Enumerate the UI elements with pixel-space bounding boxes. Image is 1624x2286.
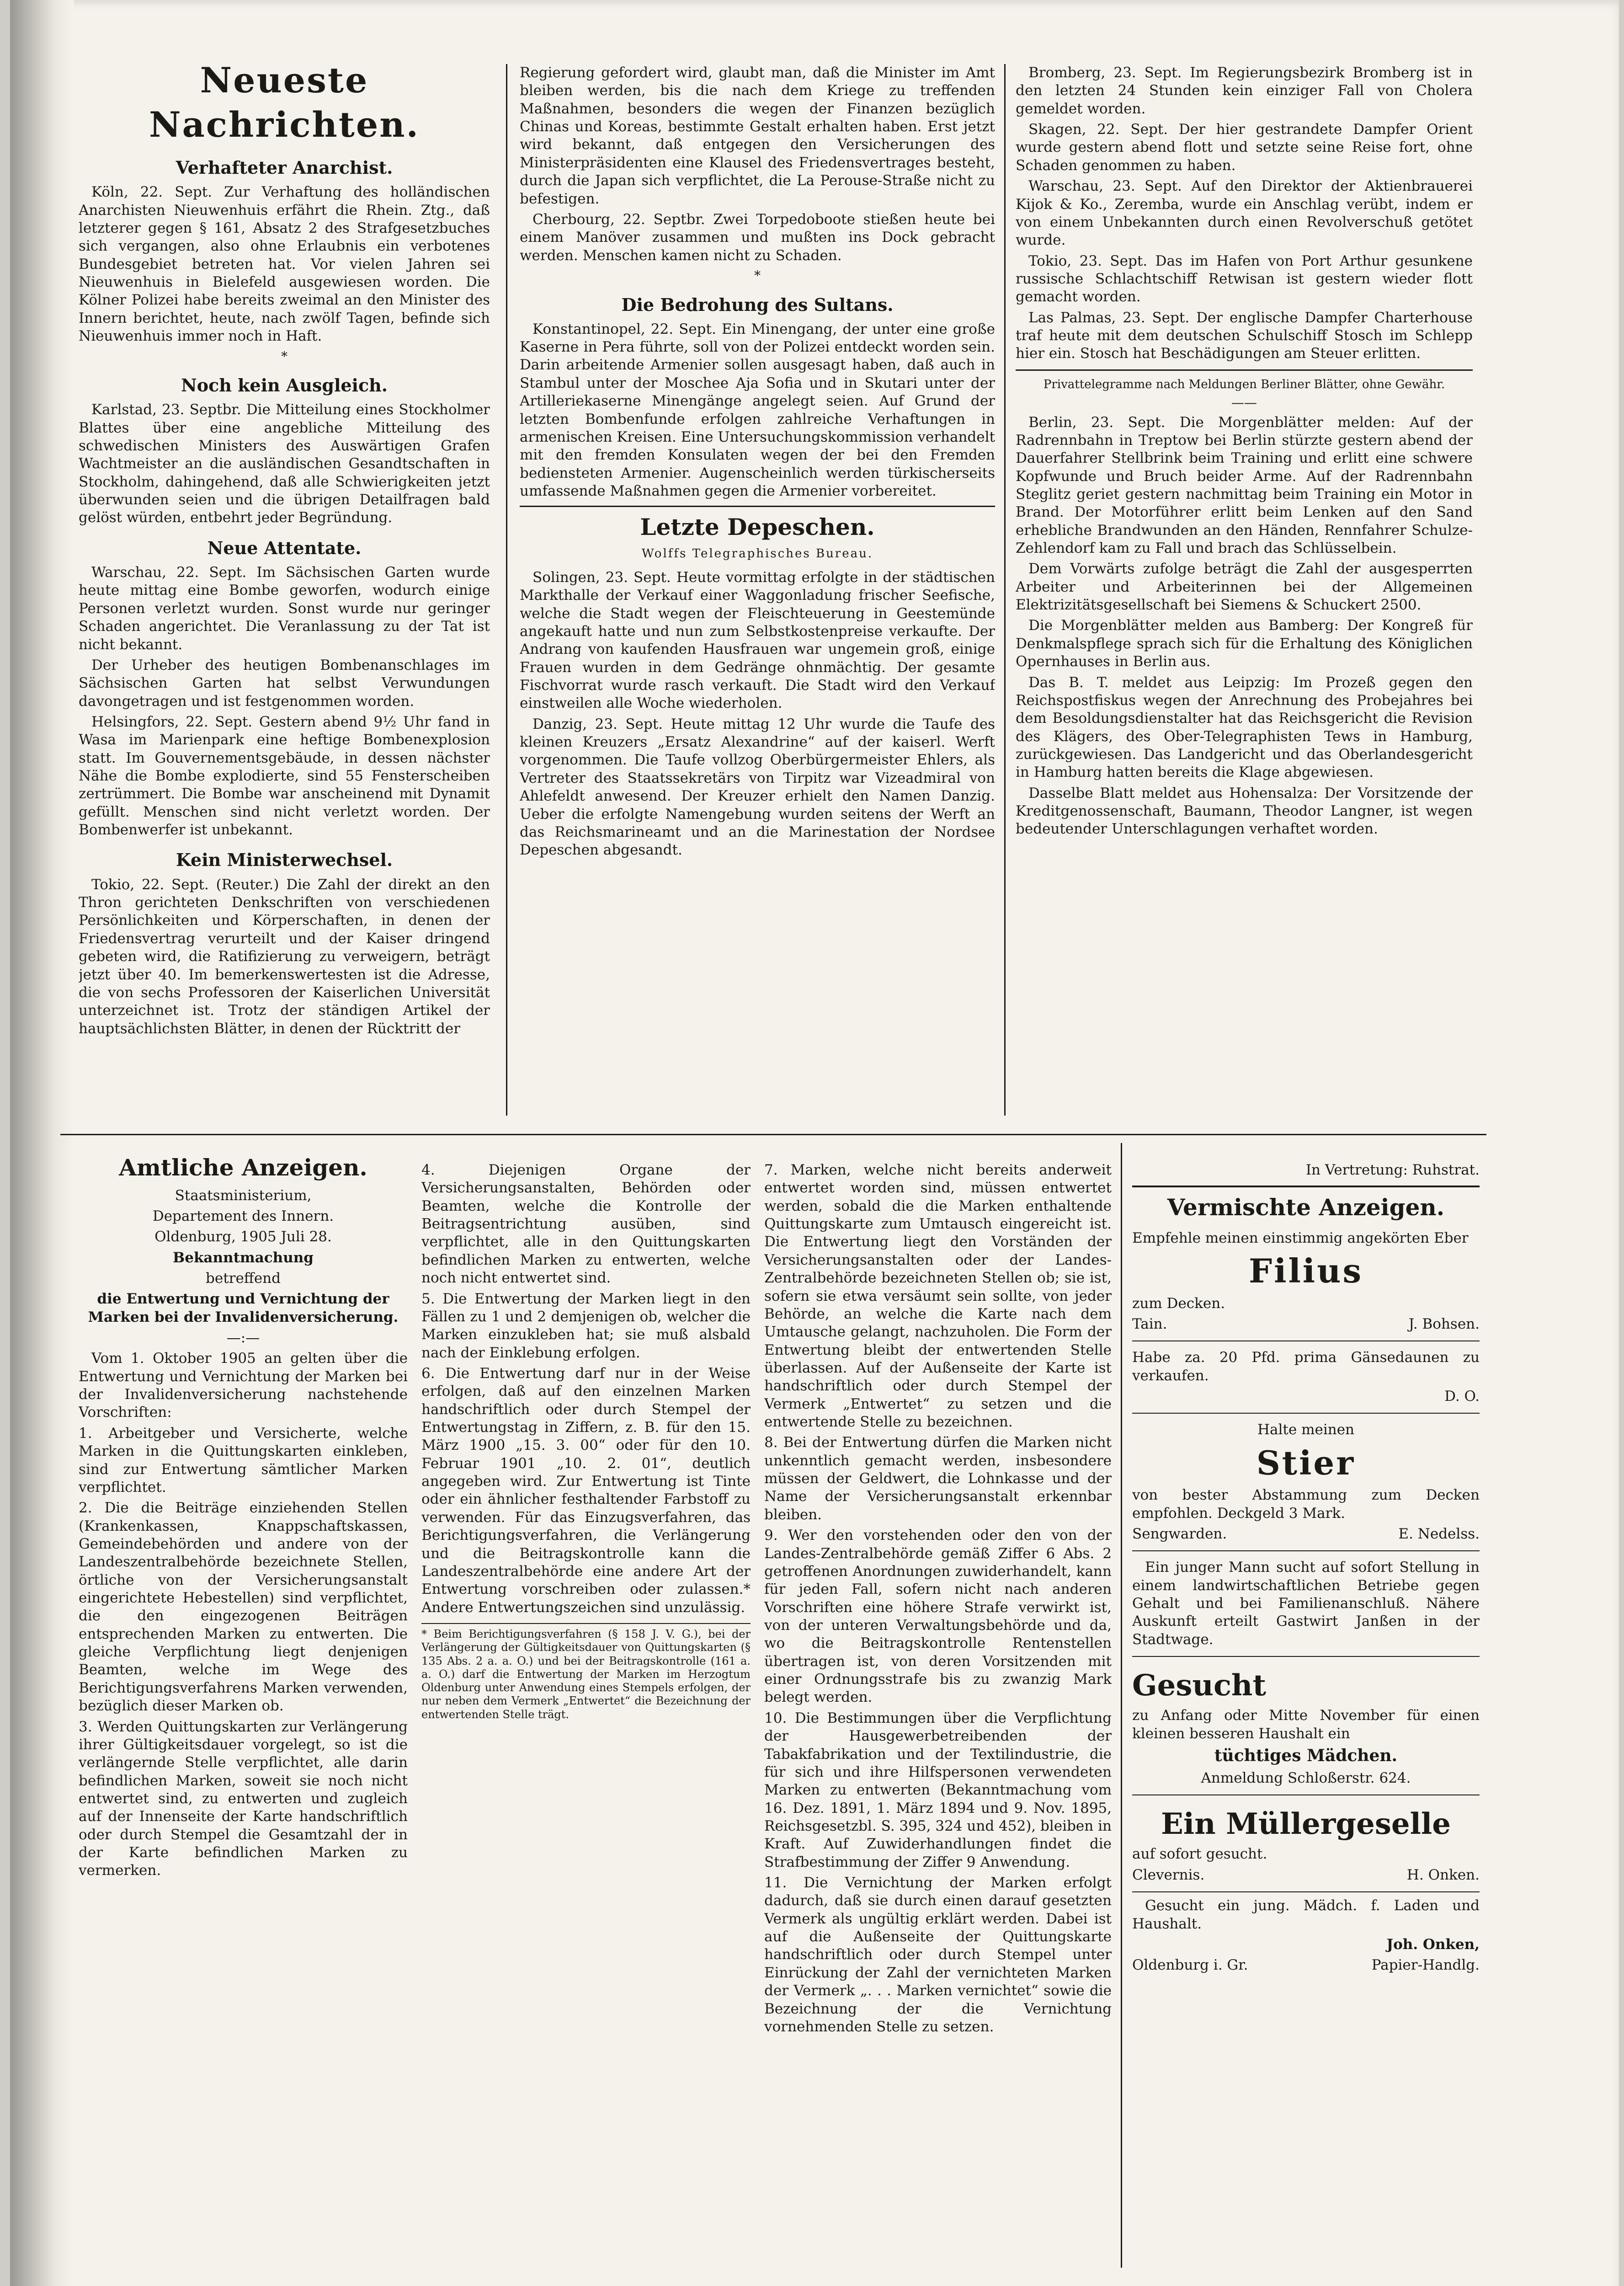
ad-laden-text: Gesucht ein jung. Mädch. f. Laden und Haushalt. xyxy=(1132,1897,1480,1932)
heading-letzte-depeschen: Letzte Depeschen. xyxy=(640,513,875,541)
article-cherbourg: Cherbourg, 22. Septbr. Zwei Torpedoboote stießen heute bei einem Manöver zusammen und mußten ins Dock gebracht werden. Menschen kamen nicht zu Schaden. xyxy=(520,211,995,264)
article-tokio: Tokio, 22. Sept. (Reuter.) Die Zahl der direkt an den Thron gerichteten Denkschriften von verschiedenen Persönlichkeiten und Körperschaften, in denen der Friedensvertrag verurteilt und der Kaiser dringend gebeten wird, die Ratifizierung zu verweigern, beträgt jetzt über 40. Im bemerkenswertesten ist die Adresse, die von sechs Professoren der Kaiserlichen Universität unterzeichnet ist. Trotz der ständigen Artikel der hauptsächlichsten Blätter, in denen der Rücktritt der xyxy=(79,876,490,1037)
article-bamberg: Die Morgenblätter melden aus Bamberg: Der Kongreß für Denkmalspflege sprach sich für die Erhaltung des Königlichen Opernhauses in Berlin aus. xyxy=(1016,617,1473,670)
newspaper-page xyxy=(10,0,1619,2286)
notice-item-11: 11. Die Vernichtung der Marken erfolgt dadurch, daß sie durch einen darauf gesetzten Vermerk als ungültig erklärt werden. Dabei ist auf die Außenseite der Quittungskarte handschriftlich oder durch Stempel unter Einrückung der Zahl der vernichteten Marken der Vermerk „. . . Marken vernichtet“ sowie die Bezeichnung der die Vernichtung vornehmenden Stelle zu setzen. xyxy=(764,1875,1112,2035)
bottom-column-4 xyxy=(1132,1161,1480,2281)
section-rule xyxy=(1016,369,1473,371)
ad-gaensedaunen xyxy=(1132,1346,1480,1414)
ad-laden-place: Oldenburg i. Gr. xyxy=(1132,1957,1248,1974)
ad-gaensedaunen-text: Habe za. 20 Pfd. prima Gänsedaunen zu verkaufen. xyxy=(1132,1349,1480,1384)
article-bromberg: Bromberg, 23. Sept. Im Regierungsbezirk Bromberg ist in den letzten 24 Stunden kein einziger Fall von Cholera gemeldet worden. xyxy=(1016,64,1473,117)
notice-intro: Vom 1. Oktober 1905 an gelten über die Entwertung und Vernichtung der Marken bei der Invalidenversicherung nachstehende Vorschriften: xyxy=(79,1350,408,1421)
ad-laden-signature: Joh. Onken, xyxy=(1386,1936,1480,1953)
private-telegram-note: Privattelegramme nach Meldungen Berliner Blätter, ohne Gewähr. xyxy=(1043,377,1445,391)
ad-maedchen-wanted: tüchtiges Mädchen. xyxy=(1214,1746,1398,1766)
notice-item-2: 2. Die die Beiträge einziehenden Stellen (Krankenkassen, Knappschaftskassen, Gemeindebehörden und andere von der Landeszentralbehörde bezeichnete Stellen, örtliche von der Versicherungsanstalt eingerichtete Hebestellen) sind verpflichtet, die den eingezogenen Beiträgen entsprechenden Marken zu entwerten. Die gleiche Verpflichtung liegt denjenigen Beamten, welche im Wege des Berichtigungsverfahrens Marken verwenden, bezüglich dieser Marken ob. xyxy=(79,1500,408,1714)
ad-laden-shop: Papier-Handlg. xyxy=(1371,1957,1480,1974)
ad-eber-text: Empfehle meinen einstimmig angekörten Eber xyxy=(1132,1229,1469,1246)
article-warschau-2: Der Urheber des heutigen Bombenanschlages im Sächsischen Garten hat selbst Verwundungen davongetragen und ist festgenommen worden. xyxy=(79,657,490,710)
ad-stier xyxy=(1132,1418,1480,1551)
subheading-wolffs-bureau: Wolffs Telegraphisches Bureau. xyxy=(641,546,873,561)
article-danzig: Danzig, 23. Sept. Heute mittag 12 Uhr wurde die Taufe des kleinen Kreuzers „Ersatz Alexandrine“ auf der kaiserl. Werft vorgenommen. Die Taufe vollzog Oberbürgermeister Ehlers, als Vertreter des Staatssekretärs von Tirpitz war Vizeadmiral von Ahlefeldt anwesend. Der Kreuzer erhielt den Namen Danzig. Ueber die erfolgte Namengebung wurden seitens der Werft an das Reichsmarineamt und an die Marinestation der Nordsee Depeschen abgesandt. xyxy=(520,716,995,859)
ad-stier-intro: Halte meinen xyxy=(1257,1421,1355,1438)
ad-muellergeselle-signature: H. Onken. xyxy=(1406,1866,1480,1883)
notice-item-7: 7. Marken, welche nicht bereits anderweit entwertet worden sind, müssen entwertet werden, sobald die die Marken enthaltende Quittungskarte zum Umtausch eingereicht ist. Die Entwertung liegt den Vorständen der Versicherungsanstalten oder der Landes-Zentralbehörde bezeichneten Stellen ob; sie ist, sofern sie etwa versäumt sein sollte, von jeder Behörde, an welche die Karte nach dem Umtausche gelangt, nachzuholen. Die Form der Entwertung bleibt der entwertenden Stelle überlassen. Auf der Außenseite der Karte ist handschriftlich oder durch Stempel der Vermerk „Entwertet“ zu setzen und die entwertende Stelle zu bezeichnen. xyxy=(764,1162,1112,1431)
notice-item-6: 6. Die Entwertung darf nur in der Weise erfolgen, daß auf den einzelnen Marken handschriftlich oder durch Stempel der Entwertungstag in Ziffern, z. B. für den 15. März 1900 „15. 3. 00“ oder für den 10. Februar 1901 „10. 2. 01“, deutlich angegeben wird. Zur Entwertung ist Tinte oder ein ähnlicher festhaltender Farbstoff zu verwenden. Für das Einzugsverfahren, das Berichtigungsverfahren, die Verlängerung und die Beitragskontrolle kann die Landeszentralbehörde eine andere Art der Entwertung vorschreiben oder zulassen.* Andere Entwertungszeichen sind unzulässig. xyxy=(421,1365,751,1616)
ad-muellergeselle-place: Clevernis. xyxy=(1132,1866,1205,1883)
notice-item-8: 8. Bei der Entwertung dürfen die Marken nicht unkenntlich gemacht werden, insbesondere müssen der Geldwert, die Lohnkasse und der Name der Versicherungsanstalt erkennbar bleiben. xyxy=(764,1434,1112,1523)
article-warschau-3: Warschau, 23. Sept. Auf den Direktor der Aktienbrauerei Kijok & Ko., Zeremba, wurde ein Anschlag verübt, indem er von einem Unbekannten durch einen Revolverschuß getötet wurde. xyxy=(1016,178,1473,249)
bottom-column-3 xyxy=(764,1161,1112,2281)
ad-muellergeselle-footer xyxy=(1132,1866,1480,1884)
ad-eber-text-2: zum Decken. xyxy=(1132,1295,1225,1312)
article-karlstad: Karlstad, 23. Septbr. Die Mitteilung eines Stockholmer Blattes über eine angebliche Mitteilung des schwedischen Ministers des Auswärtigen Grafen Wachtmeister an die ausländischen Gesandtschaften in Stockholm, dahingehend, daß alle Schwierigkeiten jetzt überwunden seien und die übrigen Detailfragen bald gelöst würden, entbehrt jeder Begründung. xyxy=(79,401,490,526)
notice-date: Oldenburg, 1905 Juli 28. xyxy=(154,1228,332,1245)
ad-eber-footer xyxy=(1132,1315,1480,1333)
notice-item-1: 1. Arbeitgeber und Versicherte, welche Marken in die Quittungskarten einkleben, sind zur Entwertung sämtlicher Marken verpflichtet. xyxy=(79,1425,408,1496)
top-column-2 xyxy=(520,64,995,1120)
notice-separator: —:— xyxy=(226,1330,260,1346)
heading-noch-kein-ausgleich: Noch kein Ausgleich. xyxy=(181,375,388,396)
ad-stier-place: Sengwarden. xyxy=(1132,1525,1227,1542)
ad-stier-footer xyxy=(1132,1525,1480,1543)
heading-amtliche-anzeigen: Amtliche Anzeigen. xyxy=(119,1154,367,1181)
column-rule xyxy=(1004,64,1006,1116)
notice-item-3: 3. Werden Quittungskarten zur Verlängerung ihrer Gültigkeitsdauer vorgelegt, so ist die verlängernde Stelle verpflichtet, alle darin befindlichen Marken, soweit sie noch nicht entwertet sind, zu entwerten und zugleich auf der Innenseite der Karte handschriftlich oder durch Stempel die Gesamtzahl der in der Karte befindlichen Marken zu vermerken. xyxy=(79,1718,408,1879)
column-rule xyxy=(1121,1143,1122,2268)
heading-bedrohung-sultans: Die Bedrohung des Sultans. xyxy=(621,294,894,315)
notice-title: die Entwertung und Vernichtung der Marken bei der Invalidenversicherung. xyxy=(88,1291,399,1325)
ad-stier-signature: E. Nedelss. xyxy=(1398,1525,1480,1542)
ad-muellergeselle-heading: Ein Müllergeselle xyxy=(1161,1807,1451,1842)
ad-stier-text: von bester Abstammung zum Decken empfohlen. Deckgeld 3 Mark. xyxy=(1132,1487,1480,1522)
ad-maedchen-text: zu Anfang oder Mitte November für einen kleinen besseren Haushalt ein xyxy=(1132,1707,1480,1742)
ministry-line-1: Staatsministerium, xyxy=(175,1187,312,1204)
article-berlin: Berlin, 23. Sept. Die Morgenblätter melden: Auf der Radrennbahn in Treptow bei Berlin stürzte gestern abend der Dauerfahrer Stellbrink beim Training und erlitt eine schwere Kopfwunde und Bruch beider Arme. Auf der Radrennbahn Steglitz geriet gestern nachmittag beim Training ein Motor in Brand. Der Motorführer erlitt beim Lenken auf den Sand erhebliche Brandwunden an den Händen, Rennfahrer Schulze-Zehlendorf kam zu Fall und brach das Schlüsselbein. xyxy=(1016,414,1473,557)
ad-maedchen-heading: Gesucht xyxy=(1132,1668,1266,1703)
heading-neue-attentate: Neue Attentate. xyxy=(207,537,362,558)
masthead: Neueste Nachrichten. xyxy=(149,60,420,145)
article-las-palmas: Las Palmas, 23. Sept. Der englische Dampfer Charterhouse traf heute mit dem deutschen Schulschiff Stosch im Schlepp hier ein. Stosch hat Beschädigungen am Steuer erlitten. xyxy=(1016,309,1473,362)
notice-item-9: 9. Wer den vorstehenden oder den von der Landes-Zentralbehörde gemäß Ziffer 6 Abs. 2 getroffenen Anordnungen zuwiderhandelt, kann für jeden Fall, sofern nicht nach anderen Vorschriften eine höhere Strafe verwirkt ist, von der unteren Verwaltungsbehörde und da, wo die Beitragskontrolle Rentenstellen übertragen ist, von deren Vorsitzenden mit einer Ordnungsstrafe bis zu zwanzig Mark belegt werden. xyxy=(764,1527,1112,1706)
ad-muellergeselle xyxy=(1132,1800,1480,1892)
separator-dash: —— xyxy=(1231,395,1257,410)
article-konstantinopel: Konstantinopel, 22. Sept. Ein Minengang, der unter eine große Kaserne in Pera führte, soll von der Polizei entdeckt worden sein. Darin arbeitende Armenier sollen ausgesagt haben, daß auch in Stambul unter der Moschee Aja Sofia und in Skutari unter der Artilleriekaserne Minengänge angelegt seien. Auf Grund der letzten Bombenfunde erfolgen zahlreiche Verhaftungen in armenischen Kreisen. Eine Untersuchungskommission verhandelt mit den fremden Konsulaten wegen der bei den Fremden bediensteten Armenier. Augenscheinlich werden türkischerseits umfassende Maßnahmen gegen die Armenier vorbereitet. xyxy=(520,320,995,499)
ministry-line-2: Departement des Innern. xyxy=(152,1207,334,1224)
ad-eber-name: Filius xyxy=(1248,1251,1363,1291)
page-divider xyxy=(60,1134,1486,1135)
ad-maedchen xyxy=(1132,1661,1480,1795)
article-leipzig: Das B. T. meldet aus Leipzig: Im Prozeß gegen den Reichspostfiskus wegen der Anrechnung des Probejahres bei dem Besoldungsdienstalter hat das Reichsgericht die Revision des Klägers, des Ober-Telegraphisten Tews in Hamburg, zurückgewiesen. Das Landgericht und das Oberlandesgericht in Hamburg hatten bereits die Klage abgewiesen. xyxy=(1016,674,1473,781)
ad-eber-place: Tain. xyxy=(1132,1316,1167,1333)
ad-stier-name: Stier xyxy=(1256,1443,1356,1482)
top-column-1 xyxy=(79,50,490,1120)
separator-star: * xyxy=(754,267,761,283)
notice-item-4: 4. Diejenigen Organe der Versicherungsanstalten, Behörden oder Beamten, welche die Kontrolle der Beitragsentrichtung ausüben, sind verpflichtet, alle in den Quittungskarten befindlichen Marken zu entwerten, welche noch nicht entwertet sind. xyxy=(421,1162,751,1287)
heading-verhafteter-anarchist: Verhafteter Anarchist. xyxy=(176,157,393,178)
section-rule xyxy=(520,506,995,507)
notice-betreffend: betreffend xyxy=(206,1270,281,1287)
section-rule xyxy=(1132,1186,1480,1187)
notice-label: Bekanntmachung xyxy=(173,1249,314,1266)
article-skagen: Skagen, 22. Sept. Der hier gestrandete Dampfer Orient wurde gestern abend flott und setzte seine Reise fort, ohne Schaden genommen zu haben. xyxy=(1016,121,1473,174)
ad-eber xyxy=(1132,1227,1480,1342)
article-solingen: Solingen, 23. Sept. Heute vormittag erfolgte in der städtischen Markthalle der Verkauf einer Waggonladung frischer Seefische, welche die Stadt wegen der Fleischteuerung in Geestemünde angekauft hatte und nun zum Selbstkostenpreise verkaufte. Der Andrang von kaufenden Hausfrauen war ungemein groß, einige Frauen wurden in dem Gedränge ohnmächtig. Der gesamte Fischvorrat wurde rasch verkauft. Die Stadt wird den Verkauf einstweilen alle Woche wiederholen. xyxy=(520,569,995,712)
article-tokio-cont: Regierung gefordert wird, glaubt man, daß die Minister im Amt bleiben werden, bis die nach dem Kriege zu treffenden Maßnahmen, besonders die wegen der Finanzen bezüglich Chinas und Koreas, bestimmte Gestalt erhalten haben. Erst jetzt wird bekannt, daß entgegen den Versicherungen des Ministerpräsidenten eine Klausel des Friedensvertrages besteht, durch die Japan sich verpflichtet, die La Perouse-Straße nicht zu befestigen. xyxy=(520,64,995,207)
ad-junger-mann xyxy=(1132,1556,1480,1657)
article-hohensalza: Dasselbe Blatt meldet aus Hohensalza: Der Vorsitzende der Kreditgenossenschaft, Baumann, Theodor Langner, ist wegen bedeutender Unterschlagungen verhaftet worden. xyxy=(1016,785,1473,838)
article-tokio-2: Tokio, 23. Sept. Das im Hafen von Port Arthur gesunkene russische Schlachtschiff Retwisan ist gestern wieder flott gemacht worden. xyxy=(1016,252,1473,305)
bottom-column-2 xyxy=(421,1161,751,2281)
article-koeln: Köln, 22. Sept. Zur Verhaftung des holländischen Anarchisten Nieuwenhuis erfährt die Rhein. Ztg., daß letzterer gegen § 161, Absatz 2 des Strafgesetzbuches sich vergangen, also ohne Erlaubnis ein verbotenes Bundesgebiet betreten hat. Vor vielen Jahren sei Nieuwenhuis in Bielefeld ausgewiesen worden. Die Kölner Polizei habe bereits zweimal an den Minister des Innern berichtet, heute, nach zwölf Tagen, befinde sich Nieuwenhuis immer noch in Haft. xyxy=(79,184,490,345)
column-rule xyxy=(506,64,507,1116)
article-helsingfors: Helsingfors, 22. Sept. Gestern abend 9½ Uhr fand in Wasa im Marienpark eine heftige Bombenexplosion statt. Im Gouvernementsgebäude, in dessen nächster Nähe die Bombe explodierte, sind 55 Fensterscheiben zertrümmert. Die Bombe war anscheinend mit Dynamit gefüllt. Menschen sind nicht verletzt worden. Der Bombenwerfer ist unbekannt. xyxy=(79,713,490,839)
ad-laden xyxy=(1132,1897,1480,1974)
notice-footnote: * Beim Berichtigungsverfahren (§ 158 J. V. G.), bei der Verlängerung der Gültigkeitsdauer von Quittungskarten (§ 135 Abs. 2 a. a. O.) und bei der Beitragskontrolle (161 a. a. O.) darf die Entwertung der Marken im Herzogtum Oldenburg unter Anwendung eines Stempels erfolgen, der nur neben dem Vermerk „Entwertet“ die Bezeichnung der entwertenden Stelle trägt. xyxy=(421,1623,751,1721)
ad-laden-footer xyxy=(1132,1956,1480,1974)
heading-kein-ministerwechsel: Kein Ministerwechsel. xyxy=(176,849,393,871)
notice-signature: In Vertretung: Ruhstrat. xyxy=(1305,1162,1480,1178)
ad-muellergeselle-text: auf sofort gesucht. xyxy=(1132,1846,1267,1863)
ad-gaensedaunen-signature: D. O. xyxy=(1444,1388,1480,1405)
article-vorwaerts: Dem Vorwärts zufolge beträgt die Zahl der ausgesperrten Arbeiter und Arbeiterinnen bei der Allgemeinen Elektrizitätsgesellschaft bei Siemens & Schuckert 2500. xyxy=(1016,561,1473,614)
article-warschau: Warschau, 22. Sept. Im Sächsischen Garten wurde heute mittag eine Bombe geworfen, wodurch einige Personen verletzt wurden. Sonst wurde nur geringer Schaden angerichtet. Die Veranlassung zu der Tat ist nicht bekannt. xyxy=(79,564,490,653)
top-column-3 xyxy=(1016,64,1473,1120)
binding-gutter xyxy=(10,0,74,2286)
separator-star: * xyxy=(281,348,288,364)
ad-maedchen-address: Anmeldung Schloßerstr. 624. xyxy=(1201,1769,1411,1786)
notice-item-5: 5. Die Entwertung der Marken liegt in den Fällen zu 1 und 2 demjenigen ob, welcher die Marken einzukleben hat; sie muß alsbald nach der Einklebung erfolgen. xyxy=(421,1290,751,1361)
bottom-column-1 xyxy=(79,1148,408,2281)
ad-junger-mann-text: Ein junger Mann sucht auf sofort Stellung in einem landwirtschaftlichen Betriebe gegen Gehalt und bei Familienanschluß. Nähere Auskunft erteilt Gastwirt Janßen in der Stadtwage. xyxy=(1132,1559,1480,1648)
heading-vermischte-anzeigen: Vermischte Anzeigen. xyxy=(1167,1194,1445,1221)
ad-eber-signature: J. Bohsen. xyxy=(1408,1316,1480,1333)
notice-item-10: 10. Die Bestimmungen über die Verpflichtung der Hausgewerbetreibenden der Tabakfabrikation und der Textilindustrie, die für sich und ihre Hilfspersonen verwendeten Marken zu entwerten (Bekanntmachung vom 16. Dez. 1891, 1. März 1894 und 9. Nov. 1895, Reichsgesetzbl. S. 395, 324 und 452), bleiben in Kraft. Auf Zuwiderhandlungen findet die Strafbestimmung der Ziffer 9 Anwendung. xyxy=(764,1709,1112,1870)
